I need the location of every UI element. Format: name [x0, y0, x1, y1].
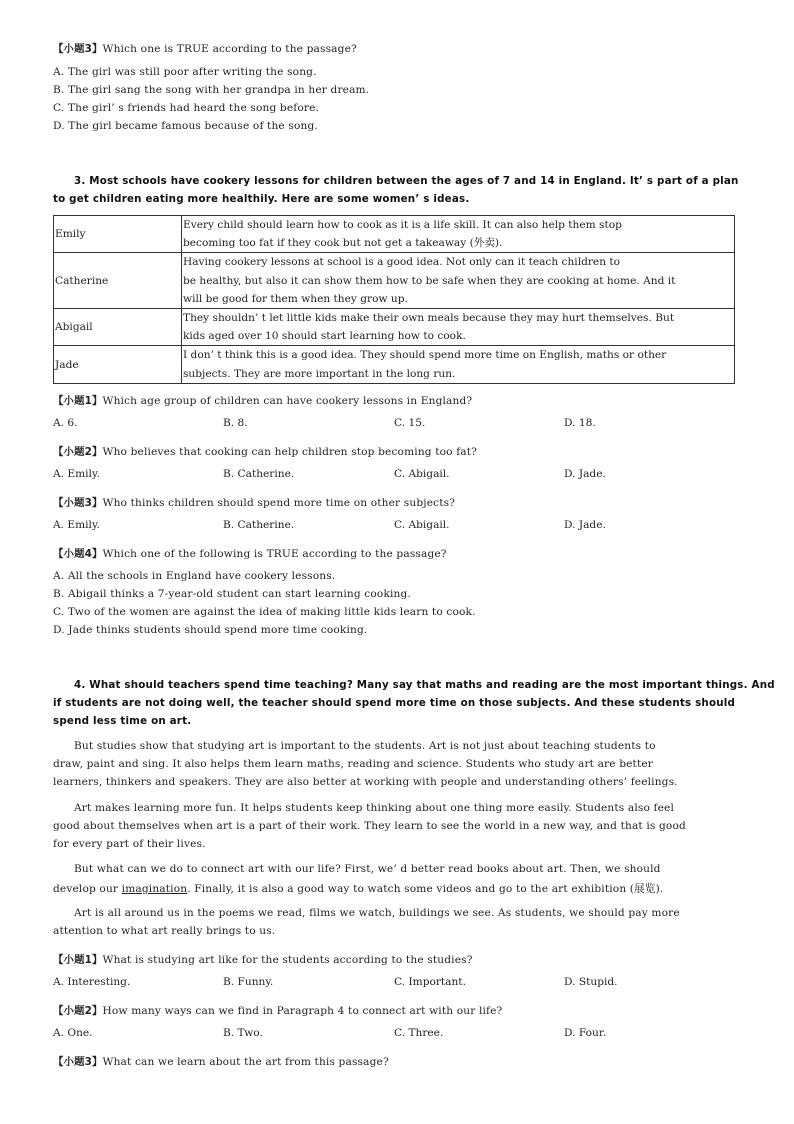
table-row	[54, 309, 735, 346]
paragraph-line: develop our imagination. Finally, it is also a good way to watch some videos and go to the art exhibition (展览).	[53, 883, 664, 895]
person-opinion: Every child should learn how to cook as it is a life skill. It can also help them stop becoming too fat if they cook but not get a takeaway (外卖).	[182, 216, 735, 253]
option: C. 15.	[394, 417, 426, 429]
question-tag: 【小题2】	[53, 446, 103, 458]
passage-intro: if students are not doing well, the teacher should spend more time on those subjects. And these students should	[53, 697, 736, 709]
paragraph-line: good about themselves when art is a part of their work. They learn to see the world in a new way, and that is good	[53, 820, 686, 832]
option: C. Important.	[394, 976, 466, 988]
question-tag: 【小题1】	[53, 954, 103, 966]
passage-intro: 4. What should teachers spend time teaching? Many say that maths and reading are the most important things. And	[74, 679, 775, 691]
question-stem: 【小题2】Who believes that cooking can help children stop becoming too fat?	[53, 446, 477, 458]
passage-intro: 3. Most schools have cookery lessons for children between the ages of 7 and 14 in England. It’ s part of a plan	[74, 175, 739, 187]
question-stem: 【小题1】What is studying art like for the students according to the studies?	[53, 954, 473, 966]
question-tag: 【小题3】	[53, 497, 103, 509]
option: B. Catherine.	[223, 468, 295, 480]
option: D. The girl became famous because of the song.	[53, 120, 318, 132]
option: D. Jade.	[564, 519, 606, 531]
question-tag: 【小题1】	[53, 395, 103, 407]
option: B. Catherine.	[223, 519, 295, 531]
question-tag: 【小题3】	[53, 1056, 103, 1068]
option: C. The girl’ s friends had heard the song before.	[53, 102, 320, 114]
paragraph-line: Art is all around us in the poems we read, films we watch, buildings we see. As students, we should pay more	[74, 907, 680, 919]
option: D. Four.	[564, 1027, 607, 1039]
question-stem: 【小题3】Which one is TRUE according to the passage?	[53, 43, 357, 55]
person-name: Emily	[54, 216, 182, 253]
option: C. Abigail.	[394, 519, 450, 531]
question-tag: 【小题2】	[53, 1005, 103, 1017]
option: C. Three.	[394, 1027, 444, 1039]
table-row	[54, 346, 735, 383]
option: A. Interesting.	[53, 976, 131, 988]
option: A. 6.	[53, 417, 78, 429]
person-name: Catherine	[54, 253, 182, 309]
passage-intro: spend less time on art.	[53, 715, 192, 727]
paragraph-line: learners, thinkers and speakers. They are also better at working with people and understanding others’ feelings.	[53, 776, 678, 788]
option: B. Funny.	[223, 976, 274, 988]
option: D. Jade.	[564, 468, 606, 480]
opinions-table	[53, 215, 735, 384]
option: A. All the schools in England have cookery lessons.	[53, 570, 336, 582]
option: D. Jade thinks students should spend more time cooking.	[53, 624, 368, 636]
option: C. Abigail.	[394, 468, 450, 480]
option: A. One.	[53, 1027, 93, 1039]
option: A. Emily.	[53, 468, 100, 480]
person-name: Jade	[54, 346, 182, 383]
table-row	[54, 216, 735, 253]
question-tag: 【小题3】	[53, 43, 103, 55]
option: B. Abigail thinks a 7-year-old student can start learning cooking.	[53, 588, 411, 600]
option: B. Two.	[223, 1027, 263, 1039]
passage-intro: to get children eating more healthily. Here are some women’ s ideas.	[53, 193, 470, 205]
paragraph-line: But what can we do to connect art with our life? First, we’ d better read books about art. Then, we should	[74, 863, 661, 875]
question-stem: 【小题3】Who thinks children should spend more time on other subjects?	[53, 497, 456, 509]
paragraph-line: attention to what art really brings to us.	[53, 925, 276, 937]
option: B. The girl sang the song with her grandpa in her dream.	[53, 84, 370, 96]
table-row	[54, 253, 735, 309]
option: D. Stupid.	[564, 976, 618, 988]
question-stem: 【小题2】How many ways can we find in Paragraph 4 to connect art with our life?	[53, 1005, 503, 1017]
person-opinion: Having cookery lessons at school is a good idea. Not only can it teach children to be healthy, but also it can show them how to be safe when they are cooking at home. And it will be good for them when they grow up.	[182, 253, 735, 309]
option: D. 18.	[564, 417, 596, 429]
option: A. The girl was still poor after writing the song.	[53, 66, 317, 78]
question-stem: 【小题1】Which age group of children can have cookery lessons in England?	[53, 395, 473, 407]
paragraph-line: Art makes learning more fun. It helps students keep thinking about one thing more easily. Students also feel	[74, 802, 674, 814]
paragraph-line: draw, paint and sing. It also helps them learn maths, reading and science. Students who study art are better	[53, 758, 653, 770]
option: B. 8.	[223, 417, 248, 429]
person-name: Abigail	[54, 309, 182, 346]
person-opinion: I don’ t think this is a good idea. They should spend more time on English, maths or other subjects. They are more important in the long run.	[182, 346, 735, 383]
option: A. Emily.	[53, 519, 100, 531]
option: C. Two of the women are against the idea of making little kids learn to cook.	[53, 606, 476, 618]
question-tag: 【小题4】	[53, 548, 103, 560]
person-opinion: They shouldn’ t let little kids make their own meals because they may hurt themselves. But kids aged over 10 should start learning how to cook.	[182, 309, 735, 346]
paragraph-line: for every part of their lives.	[53, 838, 206, 850]
question-stem: 【小题3】What can we learn about the art from this passage?	[53, 1056, 389, 1068]
paragraph-line: But studies show that studying art is important to the students. Art is not just about teaching students to	[74, 740, 656, 752]
question-stem: 【小题4】Which one of the following is TRUE according to the passage?	[53, 548, 447, 560]
underlined-word: imagination	[121, 883, 188, 895]
